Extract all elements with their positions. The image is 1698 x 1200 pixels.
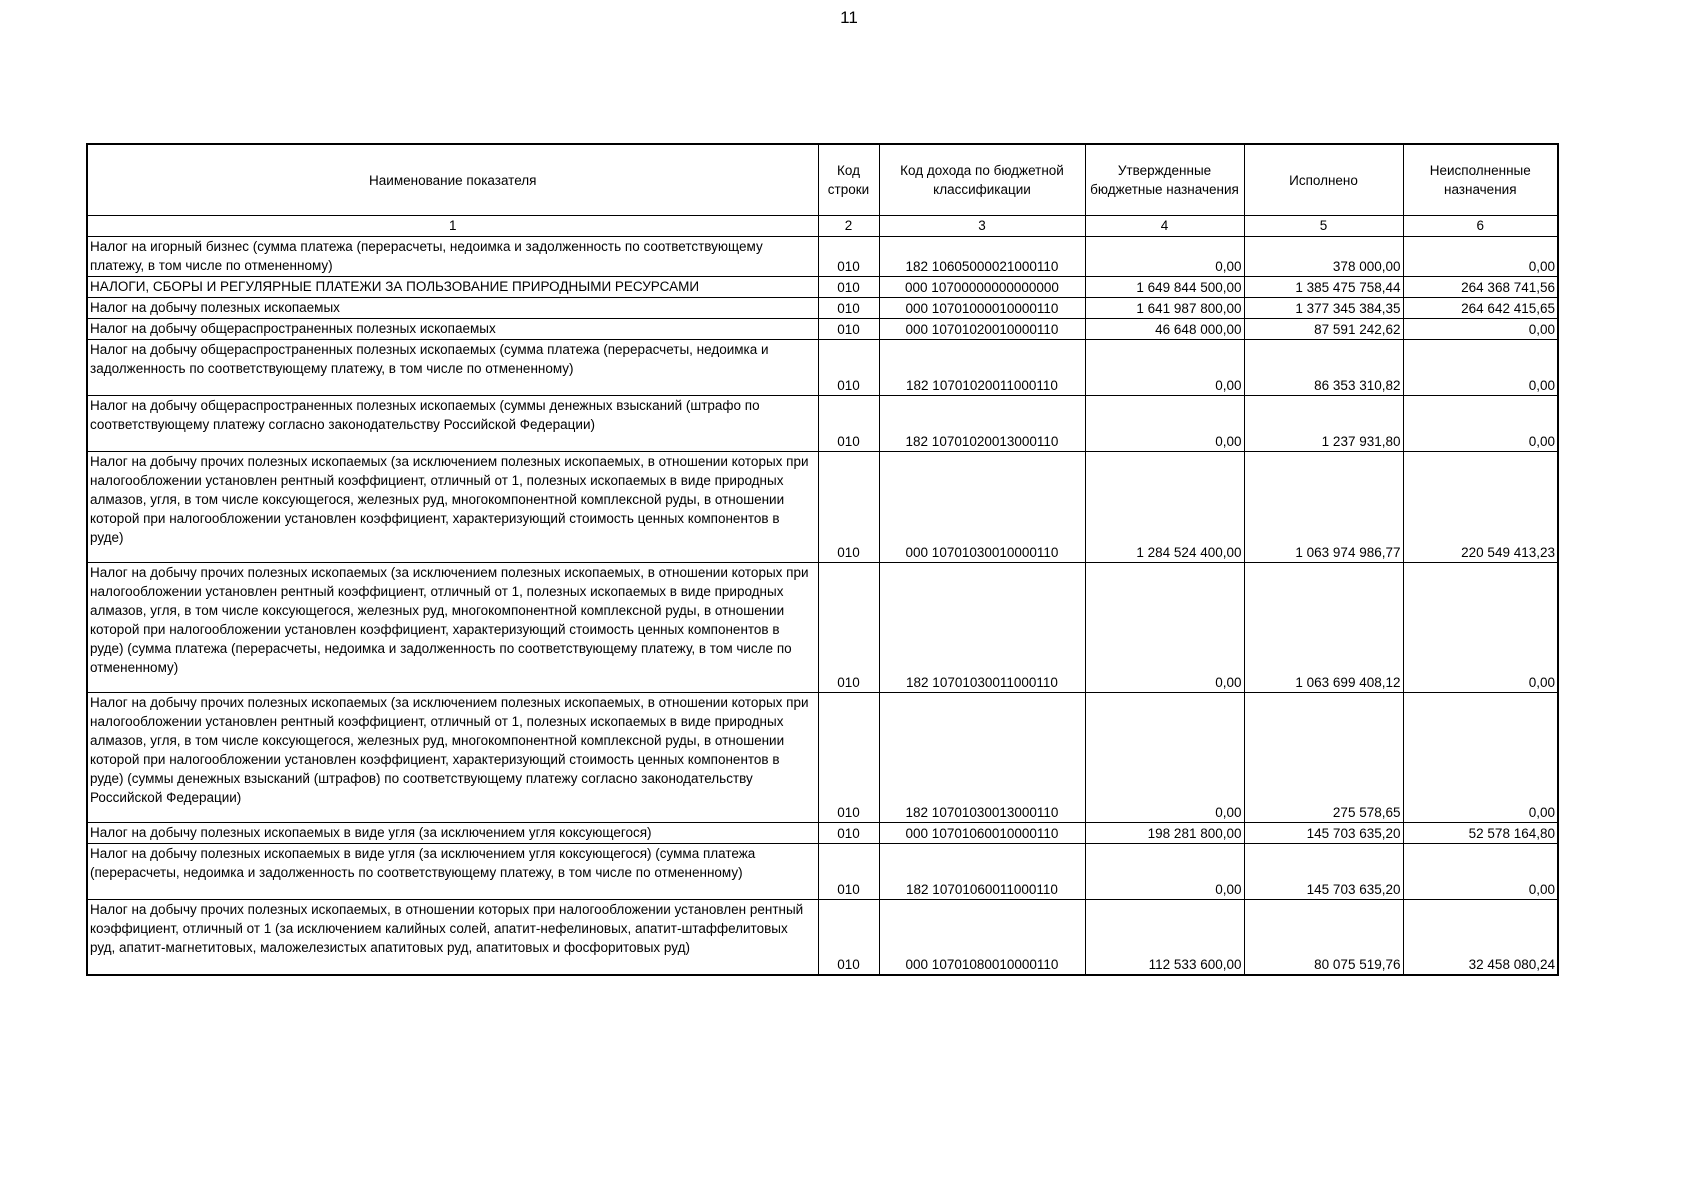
row-line-code: 010	[818, 298, 879, 319]
row-approved-amount: 0,00	[1085, 340, 1244, 396]
row-indicator-name: Налог на добычу прочих полезных ископаемых (за исключением полезных ископаемых, в отношении которых при налогообложении установлен рентный коэффициент, отличный от 1, полезных ископаемых в виде природных алмазов, угля, в том числе коксующегося, железных руд, многокомпонентной комплексной руды, в отношении которой при налогообложении установлен коэффициент, характеризующий стоимость ценных компонентов в руде)	[87, 452, 818, 563]
row-budget-classification-code: 182 10701020011000110	[879, 340, 1085, 396]
column-number: 5	[1244, 216, 1403, 237]
table-row	[87, 319, 1558, 340]
row-budget-classification-code: 182 10701030013000110	[879, 693, 1085, 823]
header-budget-classification-code: Код дохода по бюджетной классификации	[879, 144, 1085, 216]
row-indicator-name: Налог на добычу общераспространенных полезных ископаемых	[87, 319, 818, 340]
table-row	[87, 396, 1558, 452]
row-executed-amount: 145 703 635,20	[1244, 844, 1403, 900]
column-number-row	[87, 216, 1558, 237]
row-unexecuted-amount: 0,00	[1403, 237, 1558, 277]
row-executed-amount: 80 075 519,76	[1244, 900, 1403, 975]
table-body	[87, 237, 1558, 975]
row-executed-amount: 1 377 345 384,35	[1244, 298, 1403, 319]
row-approved-amount: 0,00	[1085, 396, 1244, 452]
row-approved-amount: 198 281 800,00	[1085, 823, 1244, 844]
table-row	[87, 277, 1558, 298]
row-approved-amount: 1 284 524 400,00	[1085, 452, 1244, 563]
table-row	[87, 563, 1558, 693]
column-number: 3	[879, 216, 1085, 237]
table-row	[87, 340, 1558, 396]
row-unexecuted-amount: 0,00	[1403, 319, 1558, 340]
row-unexecuted-amount: 264 368 741,56	[1403, 277, 1558, 298]
table-header	[87, 144, 1558, 237]
header-row	[87, 144, 1558, 216]
row-indicator-name: Налог на добычу полезных ископаемых в виде угля (за исключением угля коксующегося) (сумма платежа (перерасчеты, недоимка и задолженность по соответствующему платежу, в том числе по отмененному)	[87, 844, 818, 900]
row-approved-amount: 112 533 600,00	[1085, 900, 1244, 975]
table-row	[87, 844, 1558, 900]
row-executed-amount: 275 578,65	[1244, 693, 1403, 823]
row-unexecuted-amount: 0,00	[1403, 563, 1558, 693]
row-approved-amount: 0,00	[1085, 563, 1244, 693]
row-executed-amount: 86 353 310,82	[1244, 340, 1403, 396]
row-indicator-name: НАЛОГИ, СБОРЫ И РЕГУЛЯРНЫЕ ПЛАТЕЖИ ЗА ПОЛЬЗОВАНИЕ ПРИРОДНЫМИ РЕСУРСАМИ	[87, 277, 818, 298]
row-budget-classification-code: 000 10701080010000110	[879, 900, 1085, 975]
row-line-code: 010	[818, 396, 879, 452]
row-indicator-name: Налог на добычу прочих полезных ископаемых, в отношении которых при налогообложении установлен рентный коэффициент, отличный от 1 (за исключением калийных солей, апатит-нефелиновых, апатит-штаффелитовых руд, апатит-магнетитовых, маложелезистых апатитовых руд, апатитовых и фосфоритовых руд)	[87, 900, 818, 975]
row-line-code: 010	[818, 900, 879, 975]
row-executed-amount: 145 703 635,20	[1244, 823, 1403, 844]
table-row	[87, 237, 1558, 277]
page-number: 11	[840, 8, 858, 27]
row-line-code: 010	[818, 340, 879, 396]
row-indicator-name: Налог на добычу полезных ископаемых	[87, 298, 818, 319]
row-executed-amount: 1 385 475 758,44	[1244, 277, 1403, 298]
row-indicator-name: Налог на добычу прочих полезных ископаемых (за исключением полезных ископаемых, в отношении которых при налогообложении установлен рентный коэффициент, отличный от 1, полезных ископаемых в виде природных алмазов, угля, в том числе коксующегося, железных руд, многокомпонентной комплексной руды, в отношении которой при налогообложении установлен коэффициент, характеризующий стоимость ценных компонентов в руде) (сумма платежа (перерасчеты, недоимка и задолженность по соответствующему платежу, в том числе по отмененному)	[87, 563, 818, 693]
column-number: 2	[818, 216, 879, 237]
row-budget-classification-code: 000 10701030010000110	[879, 452, 1085, 563]
row-budget-classification-code: 182 10605000021000110	[879, 237, 1085, 277]
table-row	[87, 452, 1558, 563]
row-unexecuted-amount: 0,00	[1403, 844, 1558, 900]
row-unexecuted-amount: 52 578 164,80	[1403, 823, 1558, 844]
row-indicator-name: Налог на игорный бизнес (сумма платежа (перерасчеты, недоимка и задолженность по соответствующему платежу, в том числе по отмененному)	[87, 237, 818, 277]
header-approved-assignments: Утвержденные бюджетные назначения	[1085, 144, 1244, 216]
row-approved-amount: 0,00	[1085, 693, 1244, 823]
row-approved-amount: 1 649 844 500,00	[1085, 277, 1244, 298]
row-approved-amount: 1 641 987 800,00	[1085, 298, 1244, 319]
row-budget-classification-code: 000 10700000000000000	[879, 277, 1085, 298]
row-indicator-name: Налог на добычу общераспространенных полезных ископаемых (суммы денежных взысканий (штрафо по соответствующему платежу согласно законодательству Российской Федерации)	[87, 396, 818, 452]
row-executed-amount: 1 237 931,80	[1244, 396, 1403, 452]
row-indicator-name: Налог на добычу прочих полезных ископаемых (за исключением полезных ископаемых, в отношении которых при налогообложении установлен рентный коэффициент, отличный от 1, полезных ископаемых в виде природных алмазов, угля, в том числе коксующегося, железных руд, многокомпонентной комплексной руды, в отношении которой при налогообложении установлен коэффициент, характеризующий стоимость ценных компонентов в руде) (суммы денежных взысканий (штрафов) по соответствующему платежу согласно законодательству Российской Федерации)	[87, 693, 818, 823]
row-approved-amount: 46 648 000,00	[1085, 319, 1244, 340]
row-indicator-name: Налог на добычу полезных ископаемых в виде угля (за исключением угля коксующегося)	[87, 823, 818, 844]
row-line-code: 010	[818, 693, 879, 823]
row-executed-amount: 378 000,00	[1244, 237, 1403, 277]
row-executed-amount: 1 063 974 986,77	[1244, 452, 1403, 563]
row-line-code: 010	[818, 844, 879, 900]
row-executed-amount: 1 063 699 408,12	[1244, 563, 1403, 693]
row-line-code: 010	[818, 319, 879, 340]
row-unexecuted-amount: 0,00	[1403, 693, 1558, 823]
column-number: 4	[1085, 216, 1244, 237]
row-line-code: 010	[818, 277, 879, 298]
column-number: 6	[1403, 216, 1558, 237]
row-unexecuted-amount: 0,00	[1403, 396, 1558, 452]
row-approved-amount: 0,00	[1085, 844, 1244, 900]
row-unexecuted-amount: 32 458 080,24	[1403, 900, 1558, 975]
row-line-code: 010	[818, 452, 879, 563]
row-budget-classification-code: 182 10701020013000110	[879, 396, 1085, 452]
row-approved-amount: 0,00	[1085, 237, 1244, 277]
row-unexecuted-amount: 220 549 413,23	[1403, 452, 1558, 563]
row-unexecuted-amount: 0,00	[1403, 340, 1558, 396]
table-row	[87, 900, 1558, 975]
header-indicator-name: Наименование показателя	[87, 144, 818, 216]
table-row	[87, 693, 1558, 823]
row-line-code: 010	[818, 237, 879, 277]
header-executed: Исполнено	[1244, 144, 1403, 216]
row-budget-classification-code: 000 10701060010000110	[879, 823, 1085, 844]
row-budget-classification-code: 182 10701060011000110	[879, 844, 1085, 900]
header-row-code: Код строки	[818, 144, 879, 216]
header-unexecuted-assignments: Неисполненные назначения	[1403, 144, 1558, 216]
row-line-code: 010	[818, 563, 879, 693]
row-executed-amount: 87 591 242,62	[1244, 319, 1403, 340]
budget-report-table	[86, 143, 1559, 976]
column-number: 1	[87, 216, 818, 237]
row-indicator-name: Налог на добычу общераспространенных полезных ископаемых (сумма платежа (перерасчеты, недоимка и задолженность по соответствующему платежу, в том числе по отмененному)	[87, 340, 818, 396]
row-unexecuted-amount: 264 642 415,65	[1403, 298, 1558, 319]
row-line-code: 010	[818, 823, 879, 844]
table-row	[87, 823, 1558, 844]
row-budget-classification-code: 000 10701020010000110	[879, 319, 1085, 340]
row-budget-classification-code: 000 10701000010000110	[879, 298, 1085, 319]
table-row	[87, 298, 1558, 319]
row-budget-classification-code: 182 10701030011000110	[879, 563, 1085, 693]
